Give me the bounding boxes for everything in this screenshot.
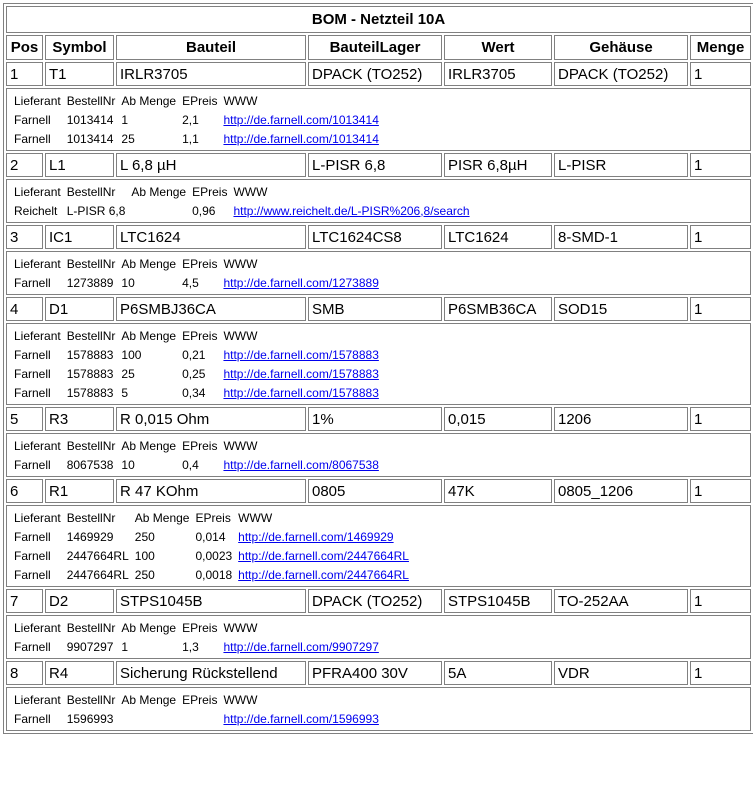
supplier-detail-cell [6,179,751,223]
supplier-header-ab-menge: Ab Menge [131,184,187,199]
col-header-gehaeuse: Gehäuse [554,35,688,60]
supplier-row [12,547,411,564]
supplier-link[interactable]: http://de.farnell.com/1013414 [223,131,379,146]
supplier-row [12,710,381,727]
supplier-row [12,274,381,291]
col-header-menge: Menge [690,35,751,60]
supplier-link[interactable]: http://de.farnell.com/1578883 [223,385,379,400]
supplier-header-ab-menge: Ab Menge [121,692,177,707]
supplier-header-bestellnr: BestellNr [66,438,116,453]
item-row [6,407,751,431]
supplier-header-www: WWW [223,692,258,707]
supplier-epreis-cell: 0,34 [182,385,206,400]
supplier-www-cell [221,365,380,382]
supplier-link[interactable]: http://de.farnell.com/1578883 [223,347,379,362]
supplier-table [10,181,474,221]
supplier-lieferant-cell: Farnell [14,385,51,400]
item-gehaeuse-cell: 1206 [554,407,688,431]
item-menge-cell: 1 [690,479,751,503]
item-wert-cell: 47K [444,479,552,503]
item-menge-cell: 1 [690,589,751,613]
supplier-detail-cell [6,433,751,477]
supplier-epreis-cell: 0,21 [182,347,206,362]
supplier-row [12,456,381,473]
item-bauteil-cell: IRLR3705 [116,62,306,86]
supplier-header-bestellnr: BestellNr [66,510,116,525]
item-bauteil-cell: STPS1045B [116,589,306,613]
supplier-header-row [12,437,381,454]
supplier-header-row [12,92,381,109]
supplier-table [10,253,383,293]
supplier-header-www: WWW [223,328,258,343]
supplier-table [10,90,383,149]
col-header-pos: Pos [6,35,43,60]
item-bauteil-cell: L 6,8 µH [116,153,306,177]
item-pos-cell: 2 [6,153,43,177]
supplier-www-cell [236,566,411,583]
supplier-link[interactable]: http://de.farnell.com/1273889 [223,275,379,290]
supplier-header-ab-menge: Ab Menge [121,328,177,343]
supplier-row [12,638,381,655]
supplier-detail-row [6,88,751,151]
col-header-symbol: Symbol [45,35,114,60]
item-row [6,153,751,177]
supplier-header-epreis: EPreis [195,510,231,525]
item-symbol-cell: D2 [45,589,114,613]
item-row [6,661,751,685]
item-lager-cell: L-PISR 6,8 [308,153,442,177]
item-symbol-cell: R4 [45,661,114,685]
supplier-ab-menge-cell: 100 [121,347,142,362]
supplier-header-ab-menge: Ab Menge [121,438,177,453]
supplier-lieferant-cell: Farnell [14,112,51,127]
supplier-header-www: WWW [238,510,273,525]
supplier-epreis-cell: 0,96 [192,203,216,218]
supplier-lieferant-cell: Farnell [14,131,51,146]
item-lager-cell: SMB [308,297,442,321]
item-lager-cell: DPACK (TO252) [308,62,442,86]
supplier-ab-menge-cell: 5 [121,385,129,400]
supplier-detail-cell [6,615,751,659]
supplier-www-cell [221,456,380,473]
supplier-www-cell [221,346,380,363]
supplier-row [12,202,472,219]
supplier-link[interactable]: http://de.farnell.com/1578883 [223,366,379,381]
supplier-header-epreis: EPreis [182,438,218,453]
supplier-row [12,365,381,382]
bom-title: BOM - Netzteil 10A [6,6,751,33]
supplier-bestellnr-cell: 1578883 [66,385,114,400]
supplier-detail-row [6,505,751,587]
supplier-epreis-cell: 0,014 [195,529,226,544]
supplier-bestellnr-cell: 2447664RL [66,548,129,563]
supplier-epreis-cell: 0,25 [182,366,206,381]
supplier-header-lieferant: Lieferant [14,93,61,108]
supplier-bestellnr-cell: 8067538 [66,457,114,472]
item-pos-cell: 6 [6,479,43,503]
supplier-bestellnr-cell: 1013414 [66,112,114,127]
supplier-lieferant-cell: Farnell [14,639,51,654]
supplier-header-row [12,619,381,636]
supplier-bestellnr-cell: 1469929 [66,529,114,544]
supplier-lieferant-cell: Farnell [14,529,51,544]
supplier-epreis-cell: 1,3 [182,639,199,654]
supplier-link[interactable]: http://de.farnell.com/8067538 [223,457,379,472]
item-bauteil-cell: Sicherung Rückstellend [116,661,306,685]
supplier-www-cell [221,274,380,291]
supplier-header-lieferant: Lieferant [14,184,61,199]
supplier-header-www: WWW [223,93,258,108]
supplier-www-cell [221,638,380,655]
item-row [6,479,751,503]
supplier-bestellnr-cell: L-PISR 6,8 [66,203,126,218]
supplier-detail-cell [6,687,751,731]
item-gehaeuse-cell: DPACK (TO252) [554,62,688,86]
supplier-www-cell [221,111,380,128]
item-gehaeuse-cell: TO-252AA [554,589,688,613]
supplier-header-epreis: EPreis [182,93,218,108]
supplier-header-lieferant: Lieferant [14,438,61,453]
supplier-header-row [12,255,381,272]
supplier-header-ab-menge: Ab Menge [121,256,177,271]
supplier-epreis-cell [180,710,219,727]
supplier-header-row [12,327,381,344]
item-symbol-cell: L1 [45,153,114,177]
supplier-detail-row [6,433,751,477]
item-lager-cell: PFRA400 30V [308,661,442,685]
supplier-header-lieferant: Lieferant [14,510,61,525]
supplier-ab-menge-cell [119,710,178,727]
item-gehaeuse-cell: 0805_1206 [554,479,688,503]
title-row [6,6,751,33]
supplier-table [10,617,383,657]
supplier-bestellnr-cell: 9907297 [66,639,114,654]
supplier-row [12,111,381,128]
item-symbol-cell: R3 [45,407,114,431]
item-lager-cell: DPACK (TO252) [308,589,442,613]
bom-body [6,62,751,731]
item-wert-cell: P6SMB36CA [444,297,552,321]
item-symbol-cell: T1 [45,62,114,86]
supplier-table [10,325,383,403]
supplier-header-epreis: EPreis [182,328,218,343]
item-pos-cell: 3 [6,225,43,249]
item-menge-cell: 1 [690,297,751,321]
item-wert-cell: LTC1624 [444,225,552,249]
supplier-header-bestellnr: BestellNr [66,184,116,199]
supplier-header-ab-menge: Ab Menge [134,510,190,525]
item-row [6,297,751,321]
item-menge-cell: 1 [690,661,751,685]
supplier-header-row [12,691,381,708]
supplier-www-cell [221,384,380,401]
item-wert-cell: PISR 6,8µH [444,153,552,177]
supplier-header-bestellnr: BestellNr [66,328,116,343]
supplier-link[interactable]: http://de.farnell.com/2447664RL [238,567,409,582]
supplier-epreis-cell: 2,1 [182,112,199,127]
item-wert-cell: STPS1045B [444,589,552,613]
col-header-bauteil: Bauteil [116,35,306,60]
item-symbol-cell: IC1 [45,225,114,249]
supplier-lieferant-cell: Farnell [14,275,51,290]
supplier-www-cell [221,130,380,147]
supplier-header-epreis: EPreis [182,692,218,707]
item-pos-cell: 1 [6,62,43,86]
supplier-bestellnr-cell: 1013414 [66,131,114,146]
supplier-header-epreis: EPreis [182,256,218,271]
supplier-header-lieferant: Lieferant [14,256,61,271]
supplier-header-www: WWW [233,184,268,199]
item-pos-cell: 5 [6,407,43,431]
supplier-epreis-cell: 1,1 [182,131,199,146]
supplier-lieferant-cell: Farnell [14,711,51,726]
item-gehaeuse-cell: L-PISR [554,153,688,177]
supplier-header-www: WWW [223,256,258,271]
item-menge-cell: 1 [690,62,751,86]
supplier-header-epreis: EPreis [192,184,228,199]
supplier-link[interactable]: http://de.farnell.com/1013414 [223,112,379,127]
supplier-ab-menge-cell [129,202,188,219]
supplier-epreis-cell: 0,4 [182,457,199,472]
supplier-row [12,566,411,583]
col-header-wert: Wert [444,35,552,60]
item-wert-cell: IRLR3705 [444,62,552,86]
bom-table [3,3,753,734]
item-pos-cell: 8 [6,661,43,685]
supplier-ab-menge-cell: 250 [134,567,155,582]
supplier-header-ab-menge: Ab Menge [121,620,177,635]
supplier-table [10,689,383,729]
supplier-detail-cell [6,88,751,151]
supplier-link[interactable]: http://www.reichelt.de/L-PISR%206,8/search [233,203,470,218]
supplier-lieferant-cell: Farnell [14,347,51,362]
supplier-row [12,528,411,545]
item-row [6,225,751,249]
supplier-lieferant-cell: Reichelt [14,203,58,218]
supplier-lieferant-cell: Farnell [14,567,51,582]
supplier-epreis-cell: 4,5 [182,275,199,290]
supplier-header-lieferant: Lieferant [14,328,61,343]
supplier-ab-menge-cell: 10 [121,457,135,472]
supplier-detail-cell [6,323,751,405]
supplier-link[interactable]: http://de.farnell.com/9907297 [223,639,379,654]
supplier-header-row [12,183,472,200]
supplier-table [10,507,413,585]
supplier-ab-menge-cell: 1 [121,112,129,127]
supplier-www-cell [236,528,411,545]
item-gehaeuse-cell: 8-SMD-1 [554,225,688,249]
supplier-ab-menge-cell: 1 [121,639,129,654]
supplier-header-bestellnr: BestellNr [66,256,116,271]
supplier-detail-cell [6,251,751,295]
item-bauteil-cell: R 0,015 Ohm [116,407,306,431]
item-lager-cell: LTC1624CS8 [308,225,442,249]
supplier-row [12,130,381,147]
item-menge-cell: 1 [690,407,751,431]
supplier-ab-menge-cell: 25 [121,131,135,146]
supplier-epreis-cell: 0,0018 [195,567,233,582]
supplier-lieferant-cell: Farnell [14,366,51,381]
item-row [6,589,751,613]
supplier-row [12,384,381,401]
supplier-bestellnr-cell: 1578883 [66,347,114,362]
supplier-link[interactable]: http://de.farnell.com/1469929 [238,529,394,544]
supplier-link[interactable]: http://de.farnell.com/1596993 [223,711,379,726]
header-row [6,35,751,60]
supplier-detail-row [6,687,751,731]
supplier-header-bestellnr: BestellNr [66,692,116,707]
item-pos-cell: 4 [6,297,43,321]
supplier-row [12,346,381,363]
supplier-header-www: WWW [223,620,258,635]
supplier-www-cell [231,202,471,219]
item-menge-cell: 1 [690,225,751,249]
supplier-detail-row [6,615,751,659]
supplier-table [10,435,383,475]
supplier-detail-row [6,251,751,295]
supplier-epreis-cell: 0,0023 [195,548,233,563]
item-gehaeuse-cell: SOD15 [554,297,688,321]
item-row [6,62,751,86]
supplier-header-bestellnr: BestellNr [66,93,116,108]
supplier-header-bestellnr: BestellNr [66,620,116,635]
supplier-detail-row [6,323,751,405]
supplier-link[interactable]: http://de.farnell.com/2447664RL [238,548,409,563]
supplier-ab-menge-cell: 250 [134,529,155,544]
supplier-header-www: WWW [223,438,258,453]
item-lager-cell: 0805 [308,479,442,503]
supplier-header-lieferant: Lieferant [14,692,61,707]
item-wert-cell: 0,015 [444,407,552,431]
supplier-bestellnr-cell: 1578883 [66,366,114,381]
supplier-header-epreis: EPreis [182,620,218,635]
col-header-bauteillager: BauteilLager [308,35,442,60]
supplier-detail-cell [6,505,751,587]
item-bauteil-cell: P6SMBJ36CA [116,297,306,321]
item-bauteil-cell: R 47 KOhm [116,479,306,503]
supplier-lieferant-cell: Farnell [14,457,51,472]
supplier-ab-menge-cell: 100 [134,548,155,563]
supplier-header-row [12,509,411,526]
supplier-bestellnr-cell: 1596993 [66,711,114,726]
supplier-header-ab-menge: Ab Menge [121,93,177,108]
supplier-bestellnr-cell: 2447664RL [66,567,129,582]
item-bauteil-cell: LTC1624 [116,225,306,249]
supplier-detail-row [6,179,751,223]
item-gehaeuse-cell: VDR [554,661,688,685]
supplier-ab-menge-cell: 10 [121,275,135,290]
item-pos-cell: 7 [6,589,43,613]
item-lager-cell: 1% [308,407,442,431]
supplier-lieferant-cell: Farnell [14,548,51,563]
supplier-www-cell [221,710,380,727]
item-symbol-cell: D1 [45,297,114,321]
supplier-header-lieferant: Lieferant [14,620,61,635]
supplier-ab-menge-cell: 25 [121,366,135,381]
item-menge-cell: 1 [690,153,751,177]
item-symbol-cell: R1 [45,479,114,503]
item-wert-cell: 5A [444,661,552,685]
supplier-www-cell [236,547,411,564]
supplier-bestellnr-cell: 1273889 [66,275,114,290]
